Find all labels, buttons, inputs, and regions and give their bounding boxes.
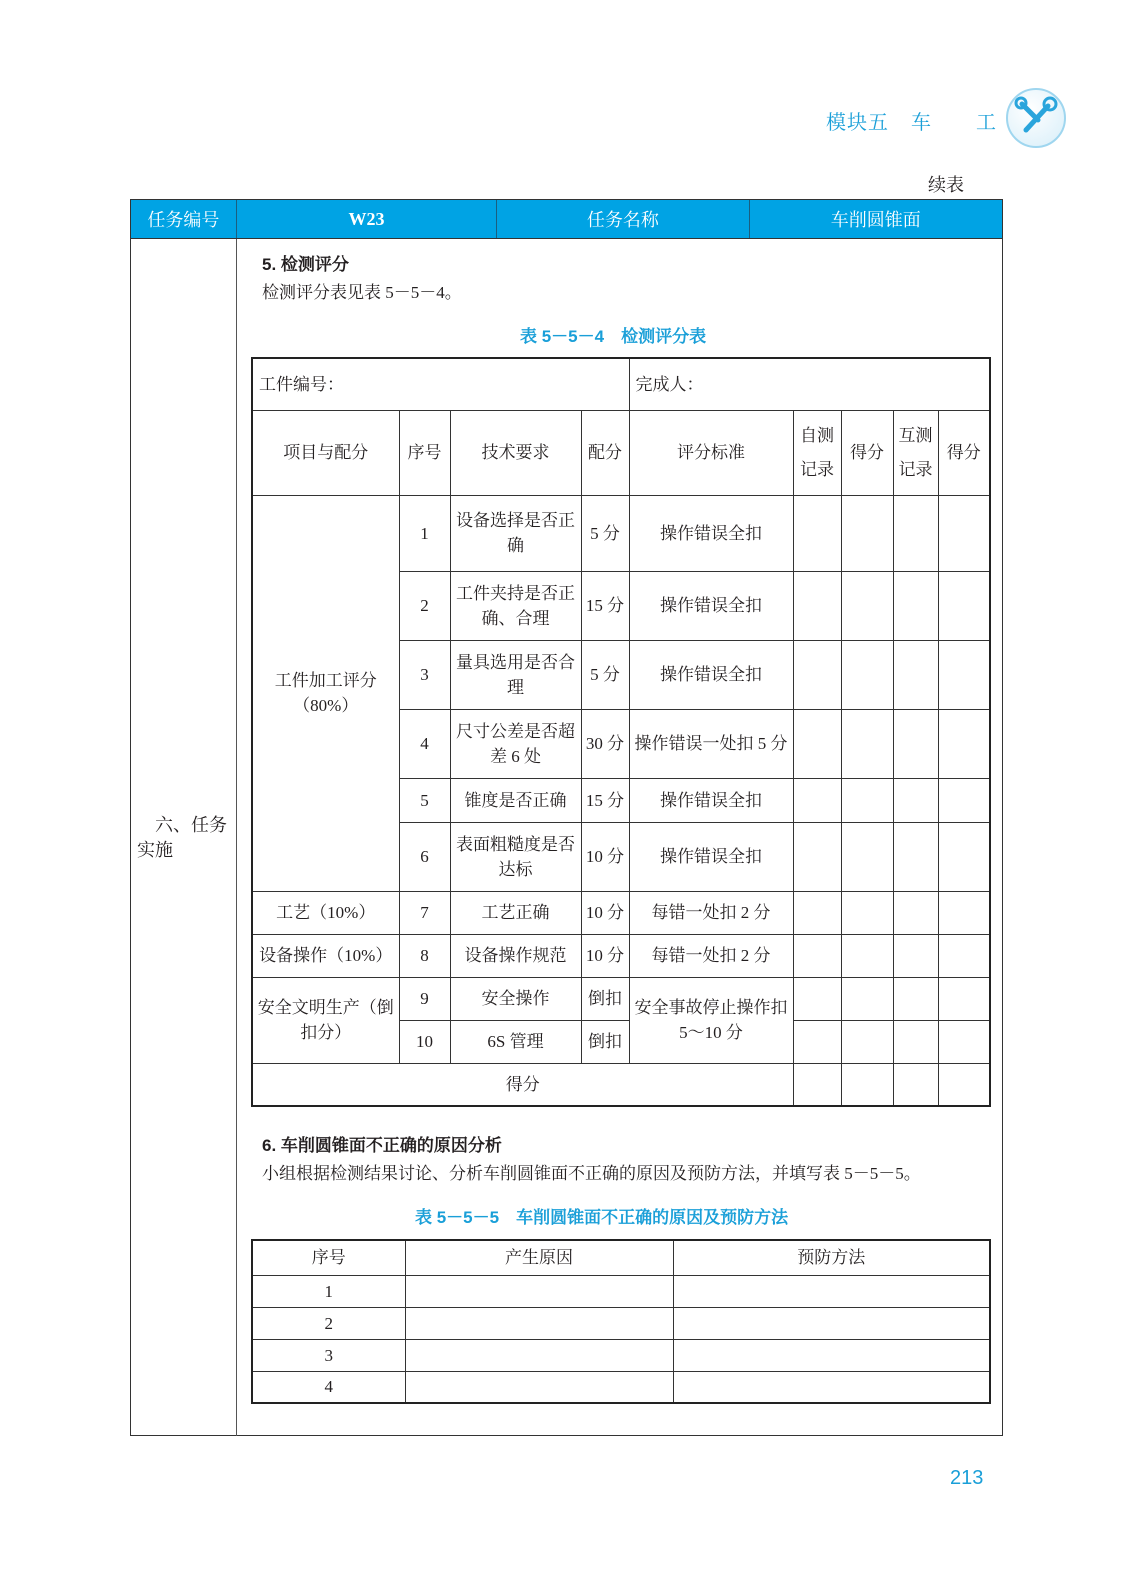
row-no: 1 xyxy=(252,1275,405,1307)
header-cell: 得分 xyxy=(938,410,990,495)
self-score[interactable] xyxy=(841,571,893,640)
task-name-label: 任务名称 xyxy=(497,200,749,238)
row-no: 1 xyxy=(399,495,450,571)
row-score: 15 分 xyxy=(581,571,629,640)
self-record[interactable] xyxy=(793,934,841,977)
row-no: 10 xyxy=(399,1020,450,1063)
prevention-cell[interactable] xyxy=(673,1371,990,1403)
peer-record[interactable] xyxy=(893,977,938,1020)
row-req: 安全操作 xyxy=(450,977,581,1020)
cause-cell[interactable] xyxy=(405,1339,673,1371)
self-score[interactable] xyxy=(841,495,893,571)
peer-record[interactable] xyxy=(893,822,938,891)
row-std: 操作错误全扣 xyxy=(629,778,793,822)
peer-score[interactable] xyxy=(938,571,990,640)
header-cell: 预防方法 xyxy=(673,1240,990,1275)
self-score[interactable] xyxy=(841,822,893,891)
task-id-label: 任务编号 xyxy=(131,200,237,238)
cause-cell[interactable] xyxy=(405,1275,673,1307)
row-no: 9 xyxy=(399,977,450,1020)
row-std: 操作错误全扣 xyxy=(629,640,793,709)
peer-score[interactable] xyxy=(938,709,990,778)
workpiece-label: 工件编号： xyxy=(252,358,629,410)
row-no: 4 xyxy=(252,1371,405,1403)
header-cell: 评分标准 xyxy=(629,410,793,495)
header-cell: 技术要求 xyxy=(450,410,581,495)
row-score: 10 分 xyxy=(581,934,629,977)
group-label: 安全文明生产（倒扣分） xyxy=(252,977,399,1063)
row-req: 工艺正确 xyxy=(450,891,581,934)
row-req: 表面粗糙度是否达标 xyxy=(450,822,581,891)
peer-score[interactable] xyxy=(938,934,990,977)
peer-score[interactable] xyxy=(938,495,990,571)
self-record[interactable] xyxy=(793,891,841,934)
cause-cell[interactable] xyxy=(405,1307,673,1339)
module-label: 模块五 xyxy=(826,112,889,134)
self-score[interactable] xyxy=(841,1020,893,1063)
row-no: 7 xyxy=(399,891,450,934)
table1-caption: 表 5－5－4 检测评分表 xyxy=(520,327,707,346)
row-req: 锥度是否正确 xyxy=(450,778,581,822)
self-record[interactable] xyxy=(793,571,841,640)
group-label: 工艺（10%） xyxy=(252,891,399,934)
header-cell: 产生原因 xyxy=(405,1240,673,1275)
row-std: 安全事故停止操作扣 5～10 分 xyxy=(629,977,793,1063)
self-record[interactable] xyxy=(793,977,841,1020)
self-record[interactable] xyxy=(793,822,841,891)
side-label: 六、任务实施 xyxy=(137,815,227,860)
task-header-bar xyxy=(130,199,1003,239)
peer-score[interactable] xyxy=(938,1020,990,1063)
row-no: 2 xyxy=(399,571,450,640)
peer-record[interactable] xyxy=(893,1020,938,1063)
group-label: 工件加工评分（80%） xyxy=(252,495,399,891)
header-cell: 得分 xyxy=(841,410,893,495)
row-no: 5 xyxy=(399,778,450,822)
peer-record[interactable] xyxy=(893,640,938,709)
prevention-cell[interactable] xyxy=(673,1339,990,1371)
peer-record[interactable] xyxy=(893,571,938,640)
row-score: 30 分 xyxy=(581,709,629,778)
continued-label: 续表 xyxy=(928,175,964,195)
row-score: 15 分 xyxy=(581,778,629,822)
row-req: 设备选择是否正确 xyxy=(450,495,581,571)
self-score[interactable] xyxy=(841,709,893,778)
row-req: 6S 管理 xyxy=(450,1020,581,1063)
peer-record[interactable] xyxy=(893,709,938,778)
row-no: 4 xyxy=(399,709,450,778)
header-cell: 互测记录 xyxy=(893,410,938,495)
table2-caption: 表 5－5－5 车削圆锥面不正确的原因及预防方法 xyxy=(415,1208,789,1227)
page-number: 213 xyxy=(950,1467,984,1489)
self-record[interactable] xyxy=(793,778,841,822)
row-score: 5 分 xyxy=(581,495,629,571)
cause-table xyxy=(251,1239,991,1404)
section5-text: 检测评分表见表 5－5－4。 xyxy=(262,283,462,302)
header-cell: 配分 xyxy=(581,410,629,495)
section5-title: 5. 检测评分 xyxy=(262,255,349,274)
row-no: 3 xyxy=(399,640,450,709)
self-score[interactable] xyxy=(841,778,893,822)
section6-text: 小组根据检测结果讨论、分析车削圆锥面不正确的原因及预防方法，并填写表 5－5－5。 xyxy=(262,1164,921,1183)
row-req: 量具选用是否合理 xyxy=(450,640,581,709)
row-std: 每错一处扣 2 分 xyxy=(629,891,793,934)
module-title-a: 车 xyxy=(911,112,932,134)
peer-score[interactable] xyxy=(938,778,990,822)
peer-score[interactable] xyxy=(938,977,990,1020)
cause-cell[interactable] xyxy=(405,1371,673,1403)
self-total-score[interactable] xyxy=(841,1063,893,1106)
self-total[interactable] xyxy=(793,1063,841,1106)
row-score: 5 分 xyxy=(581,640,629,709)
row-no: 8 xyxy=(399,934,450,977)
prevention-cell[interactable] xyxy=(673,1307,990,1339)
self-score[interactable] xyxy=(841,934,893,977)
group-label: 设备操作（10%） xyxy=(252,934,399,977)
row-std: 每错一处扣 2 分 xyxy=(629,934,793,977)
self-score[interactable] xyxy=(841,977,893,1020)
peer-score[interactable] xyxy=(938,891,990,934)
row-std: 操作错误全扣 xyxy=(629,571,793,640)
row-req: 设备操作规范 xyxy=(450,934,581,977)
row-no: 3 xyxy=(252,1339,405,1371)
self-record[interactable] xyxy=(793,709,841,778)
peer-total-score[interactable] xyxy=(938,1063,990,1106)
row-std: 操作错误全扣 xyxy=(629,495,793,571)
peer-record[interactable] xyxy=(893,778,938,822)
header-cell: 序号 xyxy=(252,1240,405,1275)
row-no: 6 xyxy=(399,822,450,891)
header-cell: 序号 xyxy=(399,410,450,495)
module-title-b: 工 xyxy=(976,112,997,134)
row-no: 2 xyxy=(252,1307,405,1339)
self-record[interactable] xyxy=(793,640,841,709)
module-header xyxy=(826,106,1019,135)
self-score[interactable] xyxy=(841,891,893,934)
section6-title: 6. 车削圆锥面不正确的原因分析 xyxy=(262,1136,502,1155)
finisher-label: 完成人： xyxy=(629,358,990,410)
peer-record[interactable] xyxy=(893,495,938,571)
peer-total[interactable] xyxy=(893,1063,938,1106)
peer-score[interactable] xyxy=(938,640,990,709)
self-score[interactable] xyxy=(841,640,893,709)
peer-record[interactable] xyxy=(893,934,938,977)
task-id-value: W23 xyxy=(237,200,497,238)
row-score: 10 分 xyxy=(581,891,629,934)
wrench-icon xyxy=(1006,88,1066,148)
prevention-cell[interactable] xyxy=(673,1275,990,1307)
total-label: 得分 xyxy=(252,1063,793,1106)
row-score: 倒扣 xyxy=(581,1020,629,1063)
task-name-value: 车削圆锥面 xyxy=(830,210,921,230)
peer-record[interactable] xyxy=(893,891,938,934)
scoring-table xyxy=(251,357,991,1107)
row-score: 10 分 xyxy=(581,822,629,891)
row-req: 尺寸公差是否超差 6 处 xyxy=(450,709,581,778)
header-cell: 项目与配分 xyxy=(252,410,399,495)
row-req: 工件夹持是否正确、合理 xyxy=(450,571,581,640)
peer-score[interactable] xyxy=(938,822,990,891)
row-score: 倒扣 xyxy=(581,977,629,1020)
row-std: 操作错误一处扣 5 分 xyxy=(629,709,793,778)
self-record[interactable] xyxy=(793,1020,841,1063)
row-std: 操作错误全扣 xyxy=(629,822,793,891)
self-record[interactable] xyxy=(793,495,841,571)
header-cell: 自测记录 xyxy=(793,410,841,495)
